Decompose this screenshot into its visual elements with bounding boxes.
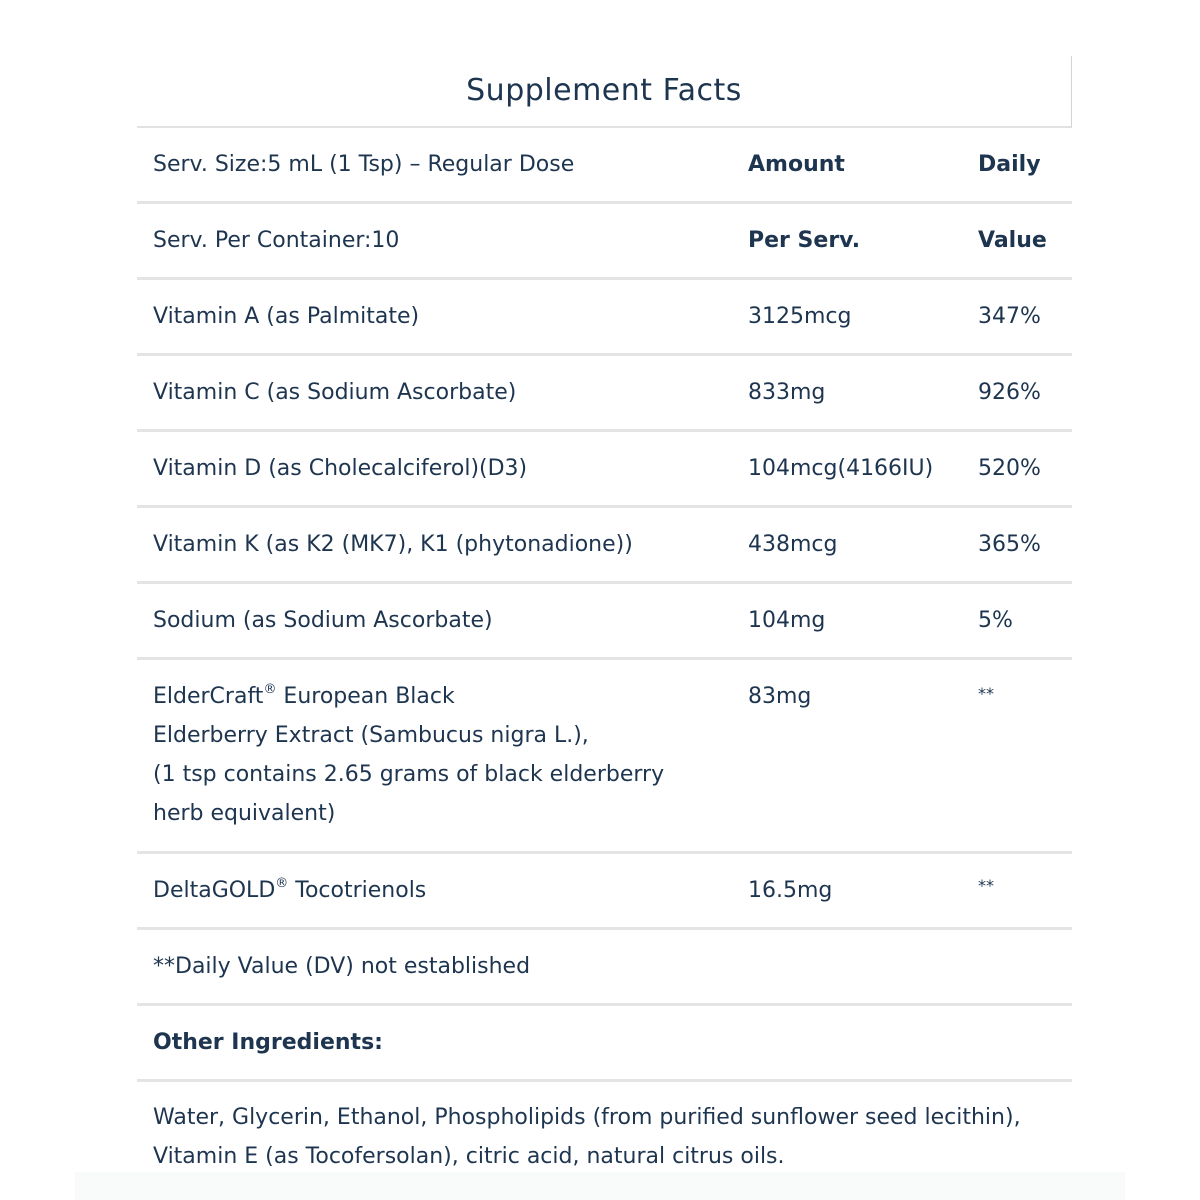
registered-mark: ® [263, 682, 277, 697]
deltagold-amount: 16.5mg [748, 878, 833, 903]
elderberry-brand: ElderCraft [153, 684, 264, 709]
serving-size: Serv. Size:5 mL (1 Tsp) – Regular Dose [153, 152, 575, 177]
deltagold-name [137, 871, 732, 910]
table-row [137, 280, 1072, 356]
deltagold-dv: ** [978, 876, 994, 895]
nutrient-amount: 104mg [748, 608, 826, 633]
elderberry-name-line1 [153, 677, 732, 716]
elderberry-dv-cell [962, 660, 1072, 716]
other-ingredients-label: Other Ingredients: [153, 1030, 383, 1055]
bottom-shadow [75, 1172, 1125, 1200]
page-title: Supplement Facts [466, 72, 742, 108]
elderberry-name-rest: European Black [276, 684, 455, 709]
nutrient-name: Vitamin A (as Palmitate) [153, 304, 420, 329]
dv-footnote: **Daily Value (DV) not established [153, 954, 531, 979]
elderberry-name-line3: (1 tsp contains 2.65 grams of black elderberry [153, 762, 665, 787]
elderberry-dv: ** [978, 684, 994, 703]
supplement-facts-panel [137, 56, 1072, 1196]
nutrient-amount: 438mcg [748, 532, 838, 557]
table-row-elderberry [137, 660, 1072, 854]
table-row [137, 432, 1072, 508]
registered-mark: ® [275, 876, 289, 891]
table-row [137, 508, 1072, 584]
table-row-servings-per-container [137, 204, 1072, 280]
nutrient-amount: 3125mcg [748, 304, 852, 329]
nutrient-dv: 347% [978, 304, 1041, 329]
deltagold-name-rest: Tocotrienols [288, 878, 427, 903]
nutrient-name: Vitamin C (as Sodium Ascorbate) [153, 380, 517, 405]
nutrient-name: Vitamin K (as K2 (MK7), K1 (phytonadione)) [153, 532, 633, 557]
value-header: Value [978, 228, 1047, 253]
nutrient-dv: 520% [978, 456, 1041, 481]
table-row-deltagold [137, 854, 1072, 930]
other-ingredients-text [137, 1082, 1072, 1176]
amount-header: Amount [748, 152, 845, 177]
nutrient-dv: 5% [978, 608, 1013, 633]
nutrient-amount: 833mg [748, 380, 826, 405]
nutrient-name: Vitamin D (as Cholecalciferol)(D3) [153, 456, 528, 481]
deltagold-brand: DeltaGOLD [153, 878, 276, 903]
per-serv-header: Per Serv. [748, 228, 861, 253]
nutrient-dv: 365% [978, 532, 1041, 557]
elderberry-amount: 83mg [748, 684, 812, 709]
other-ingredients-line1: Water, Glycerin, Ethanol, Phospholipids (from purified sunflower seed lecithin), [153, 1105, 1021, 1130]
table-row [137, 356, 1072, 432]
elderberry-name-line4: herb equivalent) [153, 801, 336, 826]
other-ingredients-line2: Vitamin E (as Tocofersolan), citric acid, natural citrus oils. [153, 1144, 785, 1169]
servings-per-container: Serv. Per Container:10 [153, 228, 400, 253]
deltagold-dv-cell [962, 871, 1072, 910]
title-box [137, 56, 1072, 128]
nutrient-amount: 104mcg(4166IU) [748, 456, 934, 481]
table-row-serving-size [137, 128, 1072, 204]
elderberry-name-line2: Elderberry Extract (Sambucus nigra L.), [153, 723, 589, 748]
elderberry-name [137, 660, 732, 833]
table-row-footnote [137, 930, 1072, 1006]
table-row [137, 584, 1072, 660]
nutrient-dv: 926% [978, 380, 1041, 405]
daily-header: Daily [978, 152, 1041, 177]
table-row-other-label [137, 1006, 1072, 1082]
nutrient-name: Sodium (as Sodium Ascorbate) [153, 608, 493, 633]
